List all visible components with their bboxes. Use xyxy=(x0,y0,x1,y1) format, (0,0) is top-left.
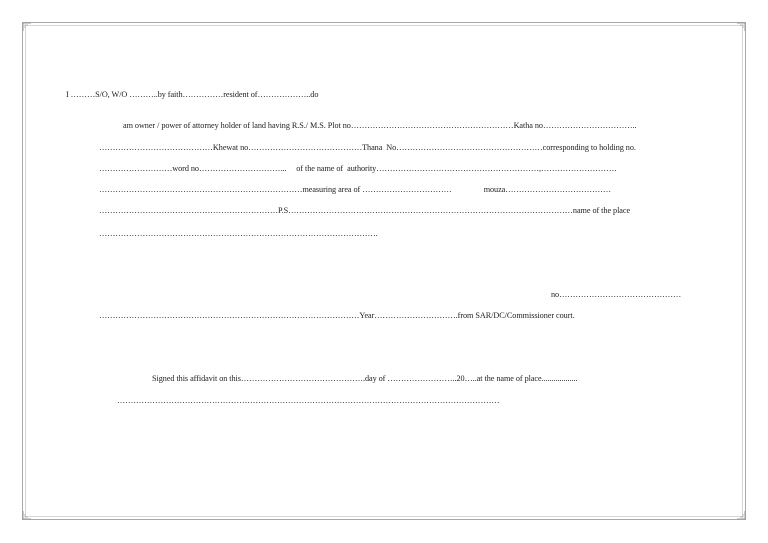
declaration-line-khewat: ……………………………………Khewat no……………………………………Thana No………………………………………………corresponding to holding no. xyxy=(99,143,636,152)
corner-mark-bottom-right xyxy=(736,510,746,520)
corner-mark-top-left xyxy=(22,22,32,32)
declaration-line-court: ……………………………………………………………………………………Year………………………….from SAR/DC/Commissioner court. xyxy=(99,311,575,320)
declaration-line-ownership: am owner / power of attorney holder of land having R.S./ M.S. Plot no……………………………………………………Katha no…………………………….. xyxy=(123,121,637,130)
signature-line: Signed this affidavit on this……………………………………….day of ……………………..20…..at the name of place.................. xyxy=(152,374,578,383)
declaration-line-police-station: …………………………………………………………P.S……………………………………………………………………………………………name of the place xyxy=(99,206,631,215)
signature-blank-line: …………………………………………………………………………………………………………………………… xyxy=(117,396,500,405)
corner-mark-bottom-left xyxy=(22,510,32,520)
declaration-line-area: …………………………………………………………………measuring area of …………………………… mouza………………………………… xyxy=(99,185,612,194)
declaration-line-authority: ………………………word no…………………………... of the name of authority……………………………………………………,………………………. xyxy=(99,164,617,173)
declaration-line-place-blank: …………………………………………………………………………………………. xyxy=(99,229,378,238)
declaration-line-no: no……………………………………… xyxy=(551,290,682,299)
declaration-line-identity: I ………S/O, W/O ………..by faith……………resident of………………..do xyxy=(66,90,319,99)
corner-mark-top-right xyxy=(736,22,746,32)
